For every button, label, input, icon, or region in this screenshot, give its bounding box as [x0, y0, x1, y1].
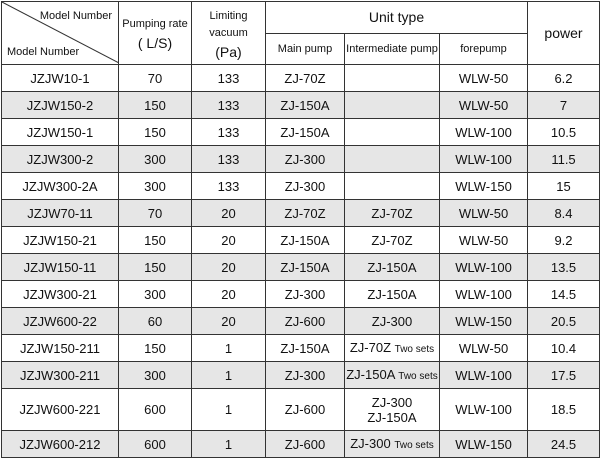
model-cell: JZJW150-211 — [2, 335, 119, 362]
pumping-rate-header — [119, 2, 192, 65]
limiting-vacuum-cell: 133 — [192, 146, 266, 173]
table-row — [2, 308, 600, 335]
table-row — [2, 65, 600, 92]
power-cell: 13.5 — [528, 254, 600, 281]
table-row — [2, 92, 600, 119]
limiting-vacuum-cell: 1 — [192, 335, 266, 362]
pumping-rate-unit: ( L/S) — [137, 35, 173, 51]
limiting-vacuum-cell: 133 — [192, 173, 266, 200]
power-cell: 6.2 — [528, 65, 600, 92]
model-cell: JZJW70-11 — [2, 200, 119, 227]
forepump-cell: WLW-100 — [440, 362, 528, 389]
forepump-cell: WLW-50 — [440, 92, 528, 119]
intermediate-pump-cell — [345, 254, 440, 281]
intermediate-pump-cell — [345, 200, 440, 227]
intermediate-pump-model: ZJ-300 — [371, 313, 413, 329]
main-pump-cell: ZJ-600 — [266, 389, 345, 431]
table-row — [2, 389, 600, 431]
forepump-cell: WLW-100 — [440, 146, 528, 173]
pumping-rate-cell: 150 — [119, 254, 192, 281]
model-cell: JZJW150-21 — [2, 227, 119, 254]
model-cell: JZJW600-221 — [2, 389, 119, 431]
limiting-vacuum-cell: 133 — [192, 119, 266, 146]
intermediate-pump-model: ZJ-300 — [350, 435, 391, 451]
corner-header-bottom-label: Model Number — [7, 46, 80, 58]
main-pump-cell: ZJ-150A — [266, 92, 345, 119]
limiting-vacuum-cell: 133 — [192, 65, 266, 92]
power-cell: 9.2 — [528, 227, 600, 254]
pumping-rate-cell: 300 — [119, 362, 192, 389]
pumping-rate-cell: 70 — [119, 200, 192, 227]
model-cell: JZJW300-2A — [2, 173, 119, 200]
forepump-header: forepump — [440, 34, 528, 65]
model-cell: JZJW300-211 — [2, 362, 119, 389]
pumping-rate-cell: 60 — [119, 308, 192, 335]
model-cell: JZJW300-21 — [2, 281, 119, 308]
model-cell: JZJW300-2 — [2, 146, 119, 173]
pumping-rate-cell: 600 — [119, 431, 192, 458]
intermediate-pump-cell — [345, 227, 440, 254]
limiting-vacuum-cell: 20 — [192, 227, 266, 254]
limiting-vacuum-unit: (Pa) — [215, 43, 242, 60]
pumping-rate-cell: 150 — [119, 119, 192, 146]
table-row — [2, 173, 600, 200]
limiting-vacuum-header — [192, 2, 266, 65]
power-cell: 20.5 — [528, 308, 600, 335]
power-cell: 15 — [528, 173, 600, 200]
intermediate-pump-model: ZJ-150A — [346, 366, 395, 382]
intermediate-pump-model: ZJ-150A — [367, 286, 417, 302]
pumping-rate-cell: 150 — [119, 227, 192, 254]
forepump-cell: WLW-100 — [440, 389, 528, 431]
limiting-vacuum-cell: 20 — [192, 281, 266, 308]
model-cell: JZJW150-1 — [2, 119, 119, 146]
intermediate-pump-cell — [345, 92, 440, 119]
forepump-cell: WLW-50 — [440, 227, 528, 254]
intermediate-pump-cell — [345, 308, 440, 335]
model-cell: JZJW150-2 — [2, 92, 119, 119]
pump-spec-table — [1, 1, 600, 458]
table-row — [2, 200, 600, 227]
pumping-rate-cell: 150 — [119, 92, 192, 119]
corner-header-top-label: Model Number — [39, 10, 112, 22]
table-row — [2, 431, 600, 458]
power-header: power — [528, 2, 600, 65]
main-pump-cell: ZJ-300 — [266, 281, 345, 308]
main-pump-cell: ZJ-70Z — [266, 65, 345, 92]
main-pump-cell: ZJ-300 — [266, 362, 345, 389]
forepump-cell: WLW-100 — [440, 119, 528, 146]
table-row — [2, 254, 600, 281]
limiting-vacuum-cell: 133 — [192, 92, 266, 119]
forepump-cell: WLW-50 — [440, 200, 528, 227]
power-cell: 8.4 — [528, 200, 600, 227]
forepump-cell: WLW-150 — [440, 173, 528, 200]
model-cell: JZJW10-1 — [2, 65, 119, 92]
intermediate-pump-cell — [345, 281, 440, 308]
power-cell: 24.5 — [528, 431, 600, 458]
limiting-vacuum-cell: 20 — [192, 200, 266, 227]
table-row — [2, 119, 600, 146]
model-cell: JZJW600-212 — [2, 431, 119, 458]
pumping-rate-cell: 300 — [119, 146, 192, 173]
intermediate-pump-cell — [345, 173, 440, 200]
table-row — [2, 281, 600, 308]
main-pump-cell: ZJ-150A — [266, 254, 345, 281]
limiting-vacuum-cell: 1 — [192, 431, 266, 458]
pumping-rate-cell: 300 — [119, 173, 192, 200]
intermediate-pump-cell — [345, 146, 440, 173]
table-row — [2, 146, 600, 173]
main-pump-header: Main pump — [266, 34, 345, 65]
intermediate-pump-cell — [345, 362, 440, 389]
power-cell: 17.5 — [528, 362, 600, 389]
limiting-vacuum-cell: 1 — [192, 362, 266, 389]
intermediate-pump-cell — [345, 65, 440, 92]
main-pump-cell: ZJ-150A — [266, 227, 345, 254]
forepump-cell: WLW-150 — [440, 431, 528, 458]
power-cell: 7 — [528, 92, 600, 119]
forepump-cell: WLW-50 — [440, 335, 528, 362]
forepump-cell: WLW-100 — [440, 254, 528, 281]
main-pump-cell: ZJ-600 — [266, 308, 345, 335]
corner-header-cell — [2, 2, 119, 65]
limiting-vacuum-cell: 1 — [192, 389, 266, 431]
intermediate-pump-cell — [345, 431, 440, 458]
intermediate-pump-cell — [345, 389, 440, 431]
power-cell: 10.5 — [528, 119, 600, 146]
intermediate-pump-header: Intermediate pump — [345, 34, 440, 65]
main-pump-cell: ZJ-150A — [266, 335, 345, 362]
main-pump-cell: ZJ-300 — [266, 146, 345, 173]
table-row — [2, 335, 600, 362]
model-cell: JZJW600-22 — [2, 308, 119, 335]
intermediate-pump-model: ZJ-70Z — [349, 339, 392, 355]
limiting-vacuum-cell: 20 — [192, 254, 266, 281]
power-cell: 11.5 — [528, 146, 600, 173]
two-sets-note: Two sets — [394, 439, 434, 451]
pumping-rate-cell: 300 — [119, 281, 192, 308]
forepump-cell: WLW-50 — [440, 65, 528, 92]
pumping-rate-cell: 150 — [119, 335, 192, 362]
intermediate-pump-cell — [345, 335, 440, 362]
two-sets-note: Two sets — [398, 370, 438, 382]
pumping-rate-cell: 70 — [119, 65, 192, 92]
main-pump-cell: ZJ-600 — [266, 431, 345, 458]
intermediate-pump-model: ZJ-300 — [371, 394, 413, 410]
table-body — [2, 65, 600, 458]
main-pump-cell: ZJ-300 — [266, 173, 345, 200]
main-pump-cell: ZJ-150A — [266, 119, 345, 146]
power-cell: 14.5 — [528, 281, 600, 308]
model-cell: JZJW150-11 — [2, 254, 119, 281]
intermediate-pump-model: ZJ-70Z — [371, 205, 413, 221]
intermediate-pump-model-second: ZJ-150A — [367, 409, 417, 425]
intermediate-pump-cell — [345, 119, 440, 146]
intermediate-pump-model: ZJ-70Z — [371, 232, 413, 248]
forepump-cell: WLW-100 — [440, 281, 528, 308]
unit-type-header: Unit type — [266, 2, 528, 34]
power-cell: 18.5 — [528, 389, 600, 431]
table-row — [2, 362, 600, 389]
table-row — [2, 227, 600, 254]
two-sets-note: Two sets — [394, 343, 435, 355]
main-pump-cell: ZJ-70Z — [266, 200, 345, 227]
limiting-vacuum-label: Limiting vacuum — [209, 9, 248, 39]
forepump-cell: WLW-150 — [440, 308, 528, 335]
limiting-vacuum-cell: 20 — [192, 308, 266, 335]
power-cell: 10.4 — [528, 335, 600, 362]
pumping-rate-cell: 600 — [119, 389, 192, 431]
intermediate-pump-model: ZJ-150A — [367, 259, 417, 275]
pumping-rate-label: Pumping rate — [122, 18, 188, 30]
